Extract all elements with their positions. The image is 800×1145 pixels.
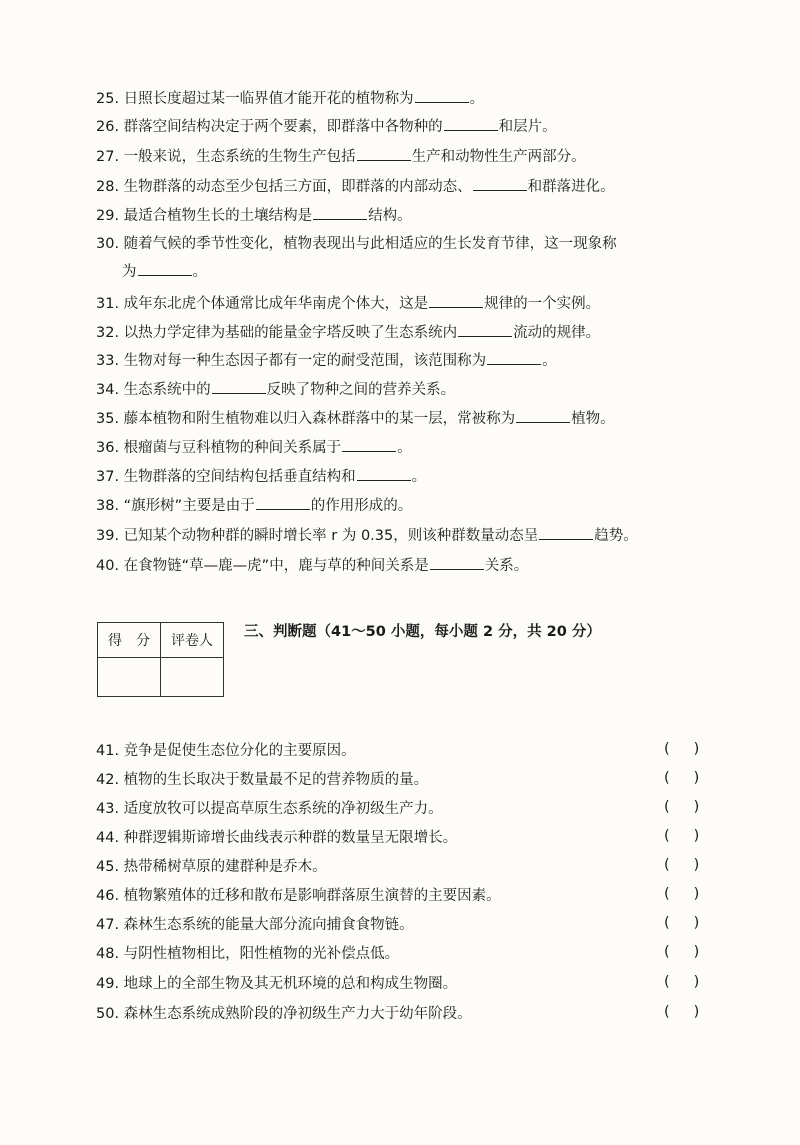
score-label: 得 分 bbox=[98, 623, 161, 658]
answer-parens[interactable]: () bbox=[664, 1004, 724, 1020]
judge-question-45: 45. 热带稀树草原的建群种是乔木。 bbox=[96, 859, 327, 875]
answer-parens[interactable]: () bbox=[664, 857, 724, 873]
judge-question-43: 43. 适度放牧可以提高草原生态系统的净初级生产力。 bbox=[96, 801, 443, 817]
question-38: 38. “旗形树”主要是由于 的作用形成的。 bbox=[96, 495, 716, 516]
question-39: 39. 已知某个动物种群的瞬时增长率 r 为 0.35，则该种群数量动态呈 趋势。 bbox=[96, 525, 716, 546]
question-34: 34. 生态系统中的 反映了物种之间的营养关系。 bbox=[96, 379, 716, 400]
question-36: 36. 根瘤菌与豆科植物的种间关系属于 。 bbox=[96, 437, 716, 458]
question-30-line1: 30. 随着气候的季节性变化，植物表现出与此相适应的生长发育节律，这一现象称 bbox=[96, 236, 617, 252]
question-30-line2: 为 。 bbox=[96, 258, 716, 286]
answer-blank[interactable] bbox=[487, 350, 541, 365]
answer-blank[interactable] bbox=[458, 322, 512, 337]
section-title: 三、判断题（41～50 小题，每小题 2 分，共 20 分） bbox=[244, 624, 601, 640]
answer-parens[interactable]: () bbox=[664, 828, 724, 844]
answer-parens[interactable]: () bbox=[664, 741, 724, 757]
score-cell[interactable] bbox=[98, 658, 161, 697]
answer-blank[interactable] bbox=[473, 176, 527, 191]
question-26: 26. 群落空间结构决定于两个要素，即群落中各物种的 和层片。 bbox=[96, 116, 716, 137]
answer-blank[interactable] bbox=[357, 146, 411, 161]
answer-blank[interactable] bbox=[138, 261, 192, 276]
grader-cell[interactable] bbox=[161, 658, 224, 697]
judge-question-42: 42. 植物的生长取决于数量最不足的营养物质的量。 bbox=[96, 772, 429, 788]
question-33: 33. 生物对每一种生态因子都有一定的耐受范围，该范围称为 。 bbox=[96, 350, 716, 371]
judge-question-44: 44. 种群逻辑斯谛增长曲线表示种群的数量呈无限增长。 bbox=[96, 830, 458, 846]
answer-parens[interactable]: () bbox=[664, 886, 724, 902]
answer-blank[interactable] bbox=[429, 293, 483, 308]
answer-parens[interactable]: () bbox=[664, 974, 724, 990]
question-27: 27. 一般来说，生态系统的生物生产包括 生产和动物性生产两部分。 bbox=[96, 146, 716, 167]
question-35: 35. 藤本植物和附生植物难以归入森林群落中的某一层，常被称为 植物。 bbox=[96, 408, 716, 429]
answer-blank[interactable] bbox=[256, 495, 310, 510]
answer-blank[interactable] bbox=[539, 525, 593, 540]
judge-question-41: 41. 竞争是促使生态位分化的主要原因。 bbox=[96, 743, 356, 759]
answer-blank[interactable] bbox=[357, 466, 411, 481]
question-40: 40. 在食物链“草—鹿—虎”中，鹿与草的种间关系是 关系。 bbox=[96, 555, 716, 576]
question-37: 37. 生物群落的空间结构包括垂直结构和 。 bbox=[96, 466, 716, 487]
answer-blank[interactable] bbox=[444, 116, 498, 131]
question-29: 29. 最适合植物生长的土壤结构是 结构。 bbox=[96, 205, 716, 226]
score-box bbox=[97, 622, 224, 697]
answer-parens[interactable]: () bbox=[664, 915, 724, 931]
judge-question-49: 49. 地球上的全部生物及其无机环境的总和构成生物圈。 bbox=[96, 976, 458, 992]
answer-blank[interactable] bbox=[313, 205, 367, 220]
answer-blank[interactable] bbox=[415, 88, 469, 103]
answer-parens[interactable]: () bbox=[664, 944, 724, 960]
question-25: 25. 日照长度超过某一临界值才能开花的植物称为 。 bbox=[96, 88, 716, 109]
answer-parens[interactable]: () bbox=[664, 799, 724, 815]
judge-question-47: 47. 森林生态系统的能量大部分流向捕食食物链。 bbox=[96, 917, 414, 933]
answer-blank[interactable] bbox=[212, 379, 266, 394]
question-31: 31. 成年东北虎个体通常比成年华南虎个体大，这是 规律的一个实例。 bbox=[96, 293, 716, 314]
judge-question-50: 50. 森林生态系统成熟阶段的净初级生产力大于幼年阶段。 bbox=[96, 1006, 472, 1022]
answer-parens[interactable]: () bbox=[664, 770, 724, 786]
answer-blank[interactable] bbox=[516, 408, 570, 423]
answer-blank[interactable] bbox=[342, 437, 396, 452]
grader-label: 评卷人 bbox=[161, 623, 224, 658]
judge-question-48: 48. 与阴性植物相比，阳性植物的光补偿点低。 bbox=[96, 946, 400, 962]
question-32: 32. 以热力学定律为基础的能量金字塔反映了生态系统内 流动的规律。 bbox=[96, 322, 716, 343]
question-30 bbox=[96, 230, 716, 286]
question-28: 28. 生物群落的动态至少包括三方面，即群落的内部动态、 和群落进化。 bbox=[96, 176, 716, 197]
judge-question-46: 46. 植物繁殖体的迁移和散布是影响群落原生演替的主要因素。 bbox=[96, 888, 501, 904]
answer-blank[interactable] bbox=[430, 555, 484, 570]
